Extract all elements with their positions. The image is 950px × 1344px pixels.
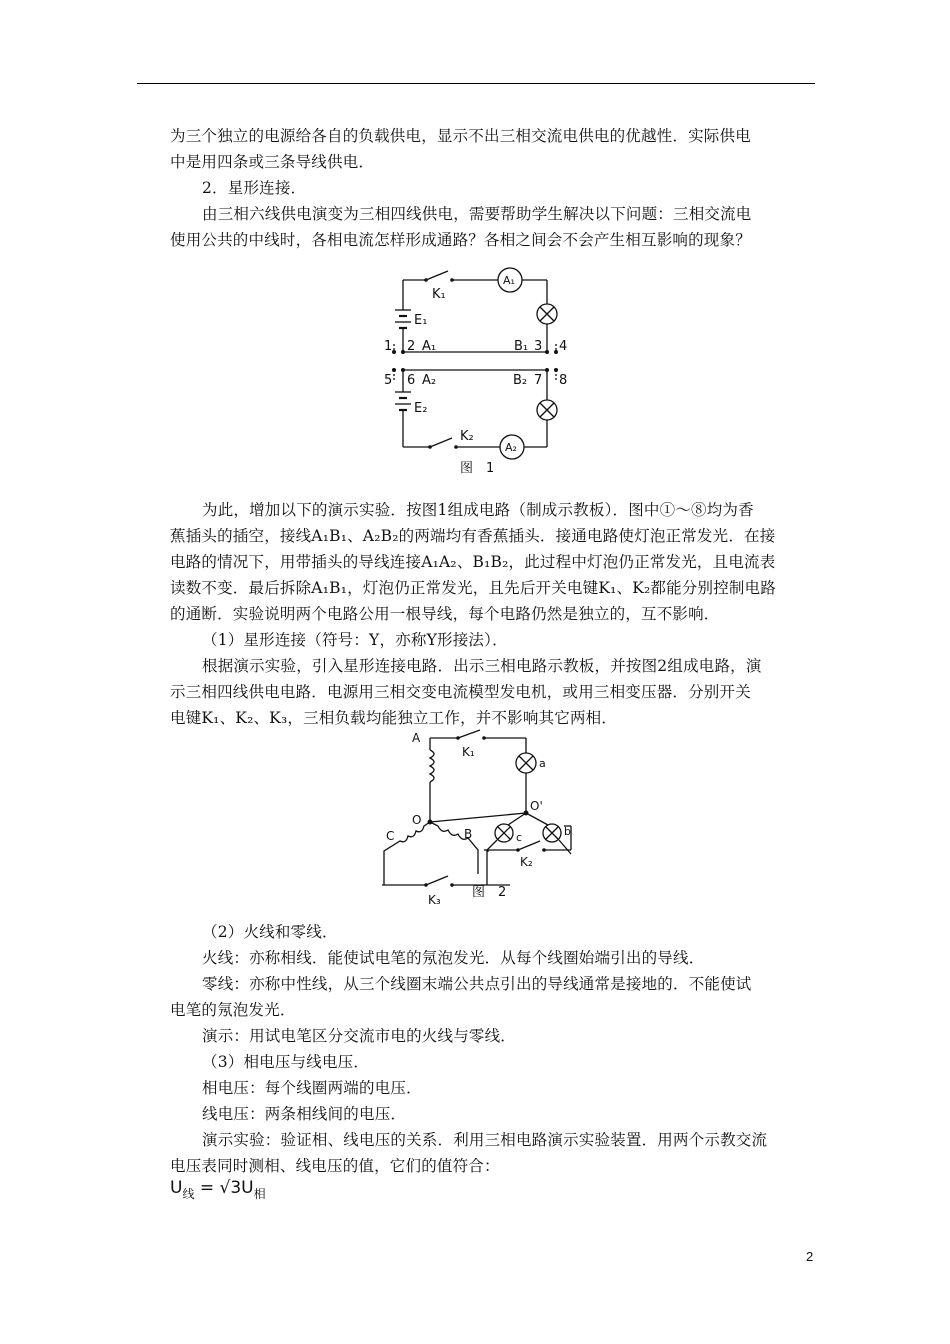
terminal-a-label: A: [412, 731, 421, 745]
wire-b1-label: B₁: [514, 339, 529, 354]
formula-u: U: [170, 1178, 183, 1198]
switch-k1-label: K₁: [462, 745, 475, 759]
switch-k2-label: K₂: [460, 429, 474, 444]
lamp-a-label: a: [539, 757, 546, 770]
switch-k3-label: K₃: [428, 893, 441, 907]
text-line: 相电压：每个线圈两端的电压．: [202, 1079, 422, 1097]
voltage-formula: [170, 1178, 266, 1201]
socket-1-label: 1: [384, 339, 393, 354]
socket-4-label: 4: [559, 339, 568, 354]
formula-sub-line: 线: [182, 1187, 195, 1201]
wire-b2-label: B₂: [513, 373, 528, 388]
text-line: 电笔的氖泡发光．: [170, 1001, 296, 1019]
text-line: 演示实验：验证相、线电压的关系．利用三相电路演示实验装置．用两个示教交流: [202, 1131, 768, 1149]
neutral-o-prime-label: O': [530, 799, 543, 813]
switch-k2-label: K₂: [520, 855, 533, 869]
text-line: 为三个独立的电源给各自的负载供电，显示不出三相交流电供电的优越性．实际供电: [170, 127, 751, 145]
text-line: 电压表同时测相、线电压的值，它们的值符合：: [170, 1157, 500, 1175]
wire-a1-label: A₁: [422, 339, 437, 354]
terminal-b-label: B: [464, 827, 473, 841]
figure-1-circuit: [376, 262, 576, 482]
subsection-heading: （2）火线和零线．: [202, 923, 338, 941]
page-number: 2: [806, 1249, 814, 1264]
text-line: 中是用四条或三条导线供电．: [170, 153, 375, 171]
lamp-c-label: c: [516, 831, 523, 844]
figure-2-circuit: [376, 728, 586, 908]
text-line: 演示：用试电笔区分交流市电的火线与零线．: [202, 1027, 517, 1045]
text-line: 示三相四线供电电路．电源用三相交变电流模型发电机，或用三相变压器．分别开关: [170, 683, 751, 701]
text-line: 根据演示实验，引入星形连接电路．出示三相电路示教板，并按图2组成电路，演: [202, 657, 762, 675]
section-heading: 2．星形连接．: [202, 179, 307, 197]
terminal-c-label: C: [386, 829, 395, 843]
figure-2-caption: 图 2: [472, 885, 507, 900]
wire-a2-label: A₂: [422, 373, 437, 388]
subsection-heading: （1）星形连接（符号：Y，亦称Y形接法）．: [202, 631, 508, 649]
text-line: 读数不变．最后拆除A₁B₁，灯泡仍正常发光，且先后开关电键K₁、K₂都能分别控制电路: [170, 579, 777, 597]
header-rule: [137, 83, 815, 84]
text-line: 为此，增加以下的演示实验．按图1组成电路（制成示教板）．图中①～⑧均为香: [202, 501, 754, 519]
switch-k1-label: K₁: [432, 287, 446, 302]
text-line: 线电压：两条相线间的电压．: [202, 1105, 407, 1123]
text-line: 由三相六线供电演变为三相四线供电，需要帮助学生解决以下问题：三相交流电: [202, 205, 752, 223]
formula-eq: = √3U: [194, 1178, 254, 1198]
socket-3-label: 3: [534, 339, 543, 354]
socket-7-label: 7: [534, 373, 543, 388]
text-line: 火线：亦称相线．能使试电笔的氖泡发光．从每个线圈始端引出的导线．: [202, 949, 705, 967]
text-line: 蕉插头的插空，接线A₁B₁、A₂B₂的两端均有香蕉插头．接通电路使灯泡正常发光．在接: [170, 527, 776, 545]
formula-sub-phase: 相: [253, 1187, 266, 1201]
text-line: 零线：亦称中性线，从三个线圈末端公共点引出的导线通常是接地的．不能使试: [202, 975, 752, 993]
socket-8-label: 8: [559, 373, 568, 388]
text-line: 使用公共的中线时，各相电流怎样形成通路？各相之间会不会产生相互影响的现象？: [170, 231, 751, 249]
ammeter-2-label: A₂: [505, 441, 517, 454]
text-line: 电路的情况下，用带插头的导线连接A₁A₂、B₁B₂，此过程中灯泡仍正常发光，且电流表: [170, 553, 776, 571]
neutral-o-label: O: [412, 813, 422, 827]
socket-6-label: 6: [407, 373, 416, 388]
lamp-b-label: b: [564, 825, 571, 838]
subsection-heading: （3）相电压与线电压．: [202, 1053, 370, 1071]
figure-1-caption: 图 1: [460, 461, 495, 476]
battery-e1-label: E₁: [414, 313, 428, 328]
socket-5-label: 5: [384, 373, 393, 388]
ammeter-1-label: A₁: [503, 274, 515, 287]
battery-e2-label: E₂: [414, 401, 428, 416]
socket-2-label: 2: [407, 339, 416, 354]
text-line: 电键K₁、K₂、K₃，三相负载均能独立工作，并不影响其它两相．: [170, 709, 618, 727]
text-line: 的通断．实验说明两个电路公用一根导线，每个电路仍然是独立的，互不影响．: [170, 605, 720, 623]
